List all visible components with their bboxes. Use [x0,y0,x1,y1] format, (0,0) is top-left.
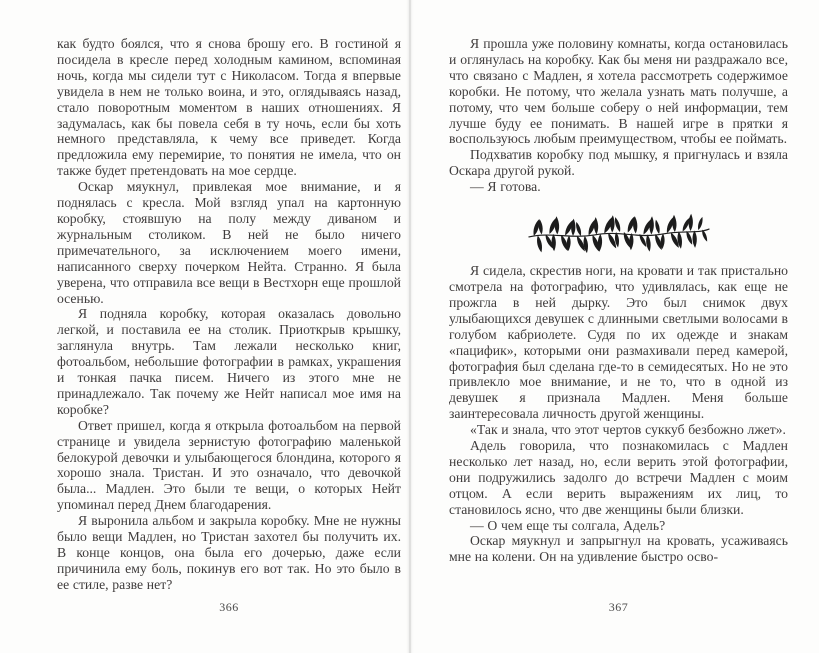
paragraph: Подхватив коробку под мышку, я пригнулась и взяла Оскара другой рукой. [449,147,788,179]
paragraph: Оскар мяукнул, привлекая мое внимание, и я поднялась с кресла. Мой взгляд упал на картонную коробку, стоявшую на полу между диваном и журнальным столиком. В ней не было ничего примечательного, за исключением моего имени, написанного сверху почерком Нейта. Странно. Я была уверена, что отправила все вещи в Вестхорн еще прошлой осенью. [57,179,401,306]
paragraph: Оскар мяукнул и запрыгнул на кровать, усаживаясь мне на колени. Он на удивление быстро осво- [449,533,788,565]
page-number-left: 366 [219,600,239,614]
page-gutter [406,0,414,653]
paragraph: Я выронила альбом и закрыла коробку. Мне не нужны было вещи Мадлен, но Тристан захотел бы получить их. В конце концов, она была его дочерью, даже если причинила ему боль, покинув его вот так. Но это было в ее стиле, разве нет? [57,513,401,592]
page-number-right: 367 [608,600,629,614]
leafy-branch-divider-icon [526,212,712,254]
paragraph: «Так и знала, что этот чертов суккуб безбожно лжет». [470,422,786,438]
paragraph: Ответ пришел, когда я открыла фотоальбом на первой странице и увидела зернистую фотографию маленькой белокурой девочки и улыбающегося блондина, которого я хорошо знала. Тристан. И это означало, что девочкой была... Мадлен. Это были те вещи, о которых Нейт упоминал перед Днем благодарения. [57,417,401,513]
paragraph: как будто боялся, что я снова брошу его. В гостиной я посидела в кресле перед холодным камином, вспоминая ночь, когда мы сидели тут с Николасом. Тогда я впервые увидела в нем не только воина, и это, оглядываясь назад, стало поворотным моментом в наших отношениях. Я задумалась, как бы повела себя в ту ночь, если бы хоть немного представляла, к чему все приведет. Когда предложила ему перемирие, то понятия не имела, что он также будет претендовать на мое сердце. [57,36,401,179]
paragraph: Я сидела, скрестив ноги, на кровати и так пристально смотрела на фотографию, что удивлялась, как еще не прожгла в ней дырку. Это был снимок двух улыбающихся девушек с длинными светлыми волосами в голубом кабриолете. Судя по их одежде и знакам «пацифик», которыми они размахивали перед камерой, фотография был сделана где-то в семидесятых. Но не это привлекло мое внимание, и не то, что в одной из девушек я признала Мадлен. Меня больше заинтересовала личность другой женщины. [449,263,788,422]
paragraph: Я подняла коробку, которая оказалась довольно легкой, и поставила ее на столик. Приоткрыв крышку, заглянула внутрь. Там лежали несколько книг, фотоальбом, небольшие фотографии в рамках, украшения и тонкая пачка писем. Ничего из этого мне не принадлежало. Так почему же Нейт написал мое имя на коробке? [57,306,401,417]
paragraph: Я прошла уже половину комнаты, когда остановилась и оглянулась на коробку. Как бы меня ни раздражало все, что связано с Мадлен, я хотела рассмотреть содержимое коробки. Не потому, что желала узнать мать получше, а потому, что чем больше соберу о ней информации, тем лучше буду ее понимать. В нашей игре в прятки я воспользуюсь любым преимуществом, чтобы ее поймать. [449,36,788,147]
dialogue-line: — Я готова. [470,179,541,195]
page-right [410,0,819,653]
dialogue-line: — О чем еще ты солгала, Адель? [470,517,666,533]
paragraph: Адель говорила, что познакомилась с Мадлен несколько лет назад, но, если верить этой фотографии, они подружились задолго до встречи Мадлен с моим отцом. А если верить выражениям их лиц, то становилось ясно, что две женщины были близки. [449,438,788,517]
